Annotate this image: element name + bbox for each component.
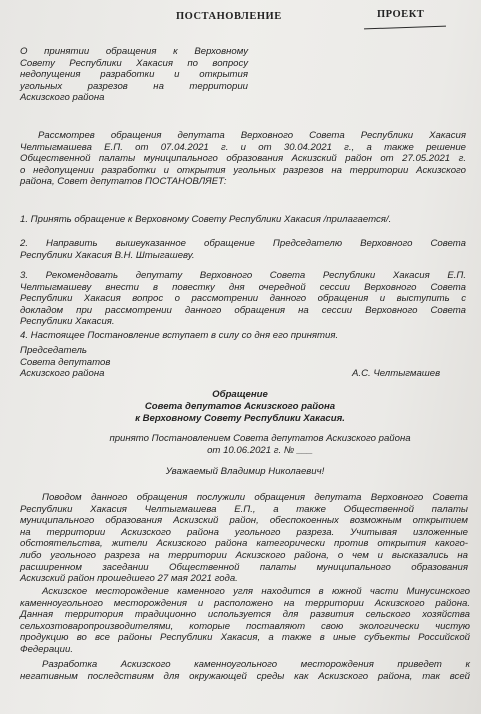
preamble-line: Рассмотрев обращения депутата Верховного Совета Республики Хакасия [38, 130, 466, 141]
body-line: на территории Аскизского района угольного разреза. Учитывая изложенные [20, 526, 468, 538]
item-3-line: докладом при рассмотрении данного обращения на сессии Верховного Совета [20, 304, 466, 316]
signature-line: Аскизского района [20, 368, 105, 380]
item-2-line: Республики Хакасия В.Н. Штыгашеву. [20, 249, 195, 261]
appeal-title-line: Обращение [212, 389, 268, 400]
item-1: 1. Принять обращение к Верховному Совету Республики Хакасия /прилагается/. [20, 214, 392, 225]
subject-block [20, 46, 248, 104]
signature-position [20, 345, 220, 380]
body-line: расширенном заседании Общественной палаты муниципального образования [20, 561, 468, 573]
appeal-title-line: к Верховному Совету Республики Хакасия. [135, 412, 345, 424]
item-3 [20, 270, 466, 328]
draft-stamp: ПРОЕКТ [377, 9, 425, 20]
adoption-line: от 10.06.2021 г. № ___ [207, 444, 313, 456]
subject-line: недопущения разработки и открытия [20, 69, 248, 81]
signature-line: Совета депутатов [20, 356, 111, 368]
body-line: либо угольного разреза на территории Аскизского района, о чем и высказались на [20, 549, 468, 561]
body-paragraph-3 [20, 659, 470, 682]
subject-line: Аскизского района [20, 92, 105, 104]
preamble-line: района, Совет депутатов ПОСТАНОВЛЯЕТ: [20, 176, 227, 188]
item-3-line: Республики Хакасия вопрос о рассмотрении данного обращения и выступить с [20, 293, 466, 305]
body-line: Данная территория традиционно используется для развития сельского хозяйства [20, 609, 470, 621]
item-2-line: 2. Направить вышеуказанное обращение Председателю Верховного Совета [20, 238, 466, 249]
body-line: продукцию во все районы Республики Хакасия, а также в иные субъекты Российской [20, 632, 470, 644]
body-line: негативным последствиям для окружающей среды как Аскизского района, так всей [20, 670, 470, 682]
greeting: Уважаемый Владимир Николаевич! [165, 466, 325, 477]
item-3-line: 3. Рекомендовать депутату Верховного Совета Республики Хакасия Е.П. [20, 270, 466, 281]
item-3-line: Челтыгмашеву внести в повестку дня очередной сессии Верховного Совета [20, 281, 466, 293]
subject-line: угольных разрезов на территории [20, 80, 248, 92]
appeal-title [90, 389, 390, 424]
body-line: Республики Хакасия Челтыгмашева Е.П., а также Общественной палаты [20, 503, 468, 515]
subject-line: Совету Республики Хакасия по вопросу [20, 57, 248, 69]
item-2 [20, 238, 466, 261]
body-line: каменноугольного месторождения и расположено на территории Аскизского района. [20, 597, 470, 609]
body-line: обстоятельства, жители Аскизского района категорически против открытия какого- [20, 538, 468, 550]
preamble-line: о недопущении разработки и открытия угольных разрезов на территории Аскизского [20, 164, 466, 176]
item-4: 4. Настоящее Постановление вступает в силу со дня его принятия. [20, 330, 339, 341]
signature-line: Председатель [20, 345, 87, 356]
item-3-line: Республики Хакасия. [20, 316, 115, 328]
body-line: Аскизское месторождение каменного угля находится в южной части Минусинского [42, 586, 470, 597]
adoption-note [90, 433, 430, 456]
preamble-line: Челтыгмашева Е.П. от 07.04.2021 г. и от 30.04.2021 г., а также решение [20, 141, 466, 153]
body-line: Аскизский район прошедшего 27 мая 2021 года. [20, 573, 238, 585]
body-paragraph-1 [20, 492, 468, 585]
body-line: Разработка Аскизского каменноугольного месторождения приведет к [42, 659, 470, 670]
appeal-title-line: Совета депутатов Аскизского района [144, 400, 336, 412]
draft-underline [364, 26, 446, 30]
subject-line: О принятии обращения к Верховному [20, 46, 248, 57]
body-line: Федерации. [20, 643, 73, 655]
signature-name: А.С. Челтыгмашев [352, 368, 441, 379]
document-title: ПОСТАНОВЛЕНИЕ [176, 11, 282, 22]
preamble [20, 130, 466, 188]
body-line: муниципального образования Аскизский район, обеспокоенных возможным открытием [20, 515, 468, 527]
body-paragraph-2 [20, 586, 470, 656]
preamble-line: Общественной палаты муниципального образования Аскизский район от 27.05.2021 г. [20, 153, 466, 165]
body-line: Поводом данного обращения послужили обращения депутата Верховного Совета [42, 492, 468, 503]
body-line: сельхозтоваропроизводителями, которые поставляют свою экологически чистую [20, 620, 470, 632]
adoption-line: принято Постановлением Совета депутатов Аскизского района [109, 433, 411, 444]
